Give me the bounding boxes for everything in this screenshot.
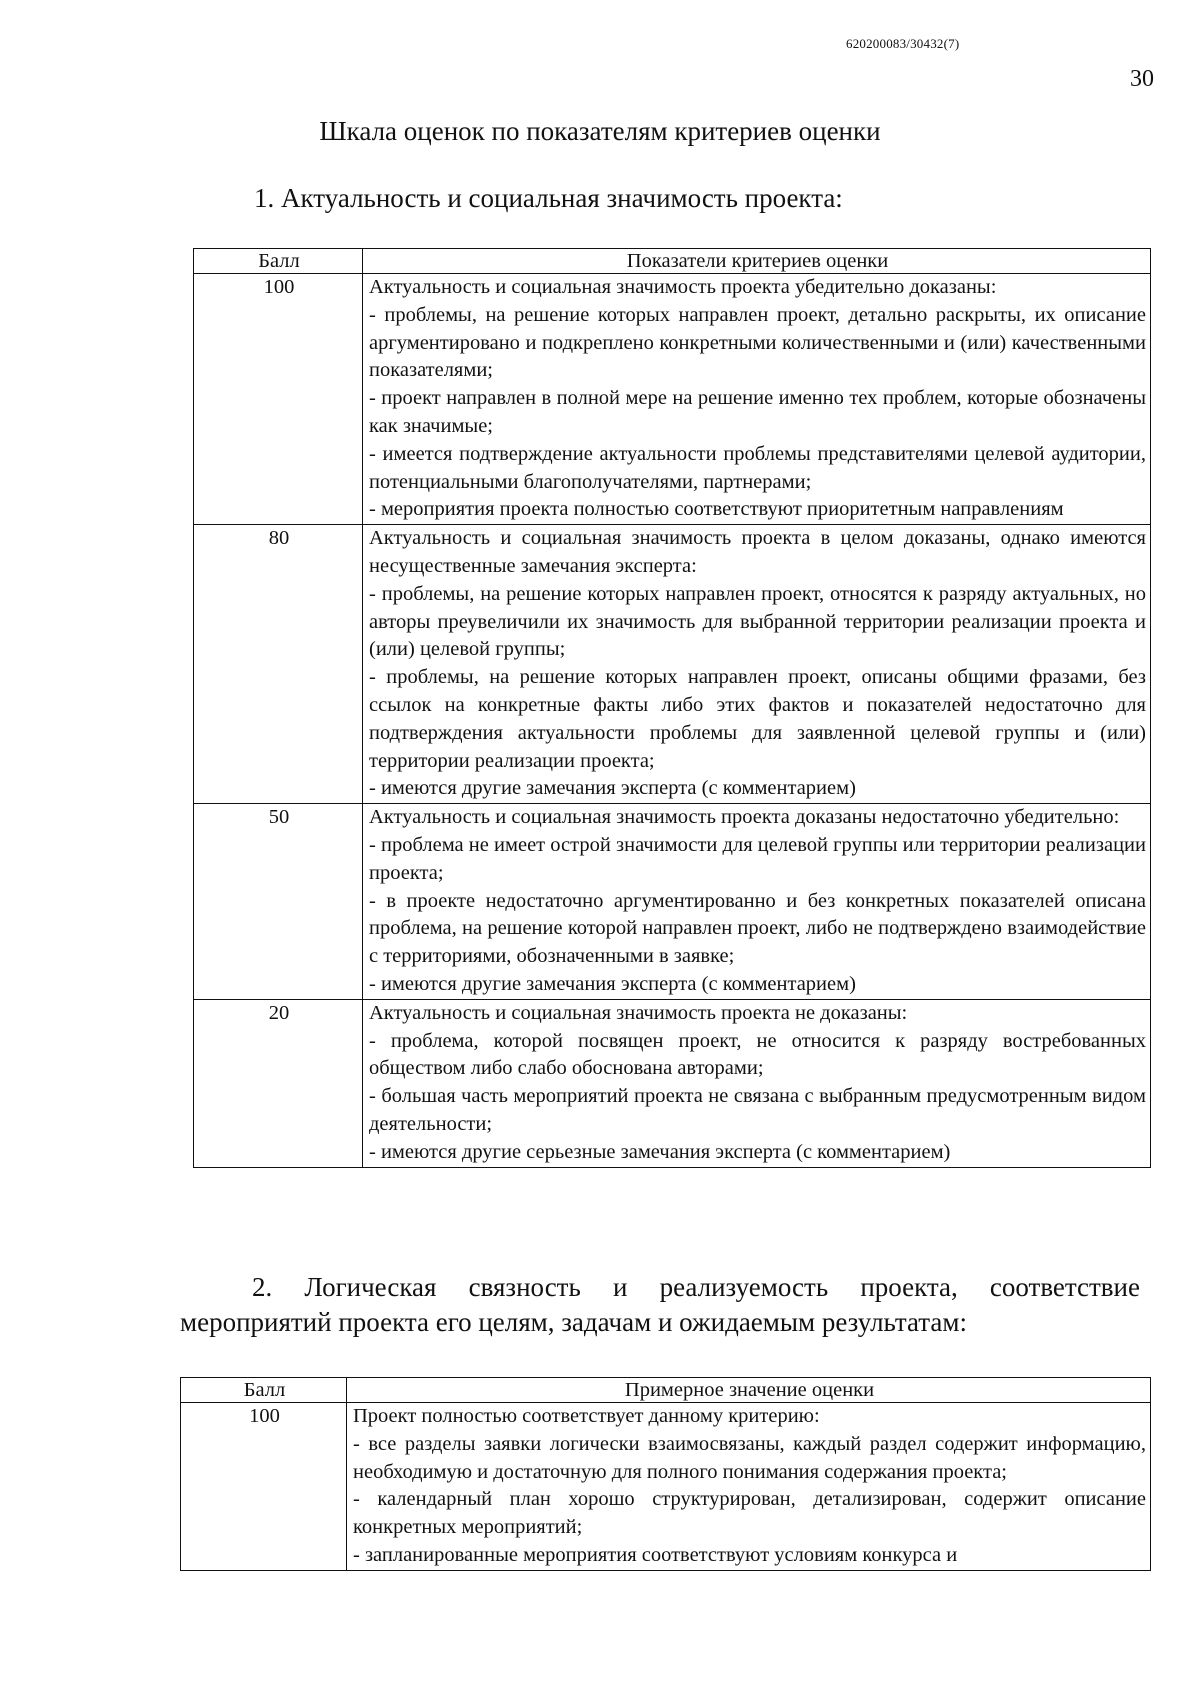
table-row [194, 525, 1151, 804]
table-row [194, 999, 1151, 1167]
score-cell: 50 [194, 804, 363, 1000]
description-line: Актуальность и социальная значимость проекта не доказаны: [369, 1001, 908, 1024]
score-cell: 80 [194, 525, 363, 804]
description-line: - имеются другие замечания эксперта (с комментарием) [369, 972, 856, 995]
description-line: Актуальность и социальная значимость проекта убедительно доказаны: [369, 276, 997, 298]
table-row [194, 804, 1151, 1000]
description-line: - все разделы заявки логически взаимосвязаны, каждый раздел содержит информацию, необходимую и достаточную для полного понимания содержания проекта; [353, 1432, 1146, 1483]
table-2-page-clip [178, 1377, 1153, 1603]
description-line: - имеется подтверждение актуальности проблемы представителями целевой аудитории, потенциальными благополучателями, партнерами; [369, 442, 1146, 493]
description-line: Актуальность и социальная значимость проекта в целом доказаны, однако имеются несущественные замечания эксперта: [369, 527, 1146, 577]
column-header-indicators: Показатели критериев оценки [363, 249, 1151, 274]
description-line: - проблемы, на решение которых направлен проект, детально раскрыты, их описание аргументировано и подкреплено конкретными количественными и (или) качественными показателями; [369, 303, 1146, 382]
column-header-value: Примерное значение оценки [347, 1378, 1151, 1403]
score-cell: 100 [194, 274, 363, 525]
description-line: - имеются другие замечания эксперта (с комментарием) [369, 777, 856, 800]
score-cell: 100 [181, 1403, 347, 1571]
description-line: - проект направлен в полной мере на решение именно тех проблем, которые обозначены как значимые; [369, 387, 1146, 437]
description-line: - запланированные мероприятия соответствуют условиям конкурса и [353, 1543, 958, 1566]
table-row [181, 1403, 1151, 1571]
description-line: - проблема, которой посвящен проект, не относится к разряду востребованных обществом либо слабо обоснована авторами; [369, 1029, 1146, 1080]
score-cell: 20 [194, 999, 363, 1167]
column-header-score: Балл [181, 1378, 347, 1403]
description-cell [363, 999, 1151, 1167]
column-header-score: Балл [194, 249, 363, 274]
criteria-table-2 [180, 1377, 1151, 1571]
description-line: Актуальность и социальная значимость проекта доказаны недостаточно убедительно: [369, 806, 1120, 829]
description-line: - в проекте недостаточно аргументированно и без конкретных показателей описана проблема, на решение которой направлен проект, либо не подтверждено взаимодействие с территориями, обозначенными в заявке; [369, 889, 1146, 968]
description-cell [363, 525, 1151, 804]
description-line: - проблемы, на решение которых направлен проект, относятся к разряду актуальных, но авторы преувеличили их значимость для выбранной территории реализации проекта и (или) целевой группы; [369, 582, 1146, 661]
section-1-heading: 1. Актуальность и социальная значимость проекта: [254, 183, 843, 213]
table-header-row [181, 1378, 1151, 1403]
description-line: - имеются другие серьезные замечания эксперта (с комментарием) [369, 1140, 951, 1163]
table-row [194, 274, 1151, 525]
section-2-heading: 2. Логическая связность и реализуемость проекта, соответствие мероприятий проекта его целям, задачам и ожидаемым результатам: [180, 1272, 1140, 1337]
description-line: - проблемы, на решение которых направлен проект, описаны общими фразами, без ссылок на конкретные факты либо этих фактов и показателей недостаточно для подтверждения актуальности проблемы для заявленной целевой группы и (или) территории реализации проекта; [369, 666, 1146, 772]
description-line: - большая часть мероприятий проекта не связана с выбранным предусмотренным видом деятельности; [369, 1085, 1146, 1135]
page-title: Шкала оценок по показателям критериев оценки [319, 116, 881, 146]
criteria-table-1 [193, 248, 1151, 1168]
table-header-row [194, 249, 1151, 274]
description-cell [347, 1403, 1151, 1571]
description-line: - мероприятия проекта полностью соответствуют приоритетным направлениям [369, 498, 1064, 521]
document-id: 620200083/30432(7) [846, 36, 960, 51]
description-cell [363, 804, 1151, 1000]
description-line: Проект полностью соответствует данному критерию: [353, 1405, 820, 1427]
description-cell [363, 274, 1151, 525]
description-line: - календарный план хорошо структурирован, детализирован, содержит описание конкретных мероприятий; [353, 1488, 1146, 1539]
page-number: 30 [1130, 66, 1154, 92]
description-line: - проблема не имеет острой значимости для целевой группы или территории реализации проекта; [369, 833, 1146, 884]
